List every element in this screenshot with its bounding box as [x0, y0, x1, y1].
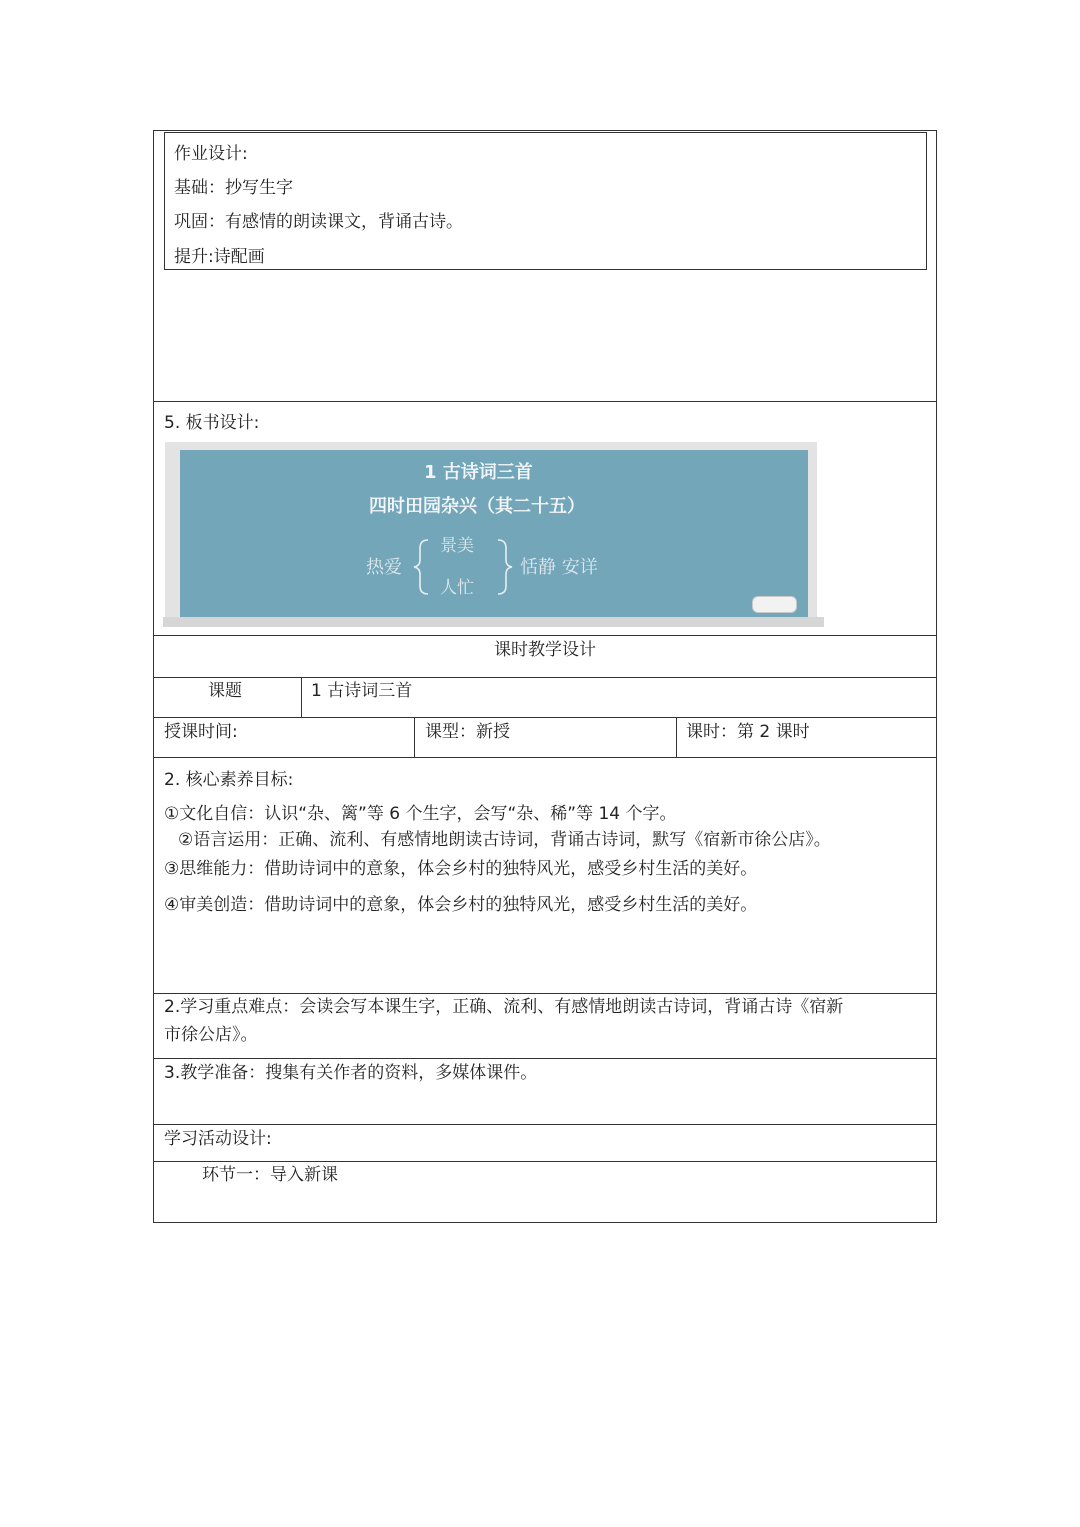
col-divider [676, 717, 677, 757]
board-upper-word: 景美 [440, 536, 474, 556]
row-divider [153, 1161, 937, 1162]
row-divider [153, 635, 937, 636]
goal-item: ③思维能力：借助诗词中的意象，体会乡村的独特风光，感受乡村生活的美好。 [164, 859, 758, 879]
board-left-word: 热爱 [366, 557, 402, 578]
preparation-text: 3.教学准备：搜集有关作者的资料，多媒体课件。 [164, 1063, 538, 1083]
brace-icon [410, 536, 520, 598]
goal-item: ②语言运用：正确、流利、有感情地朗读古诗词，背诵古诗词，默写《宿新市徐公店》。 [178, 830, 831, 850]
activities-heading: 学习活动设计: [164, 1129, 272, 1149]
row-divider [153, 401, 937, 402]
board-design-heading: 5. 板书设计: [164, 413, 260, 433]
section-title: 课时教学设计 [494, 640, 596, 660]
time-label: 授课时间: [164, 722, 238, 742]
goals-heading: 2. 核心素养目标: [164, 770, 294, 790]
board-title-line: 1 古诗词三首 [424, 462, 533, 483]
topic-label: 课题 [208, 681, 242, 701]
row-divider [153, 677, 937, 678]
topic-value: 1 古诗词三首 [311, 681, 413, 701]
blackboard-ledge [163, 617, 824, 627]
key-points-line: 2.学习重点难点：会读会写本课生字，正确、流利、有感情地朗读古诗词，背诵古诗《宿新 [164, 997, 844, 1017]
board-right-words: 恬静 安详 [520, 557, 598, 578]
row-divider [153, 757, 937, 758]
homework-heading: 作业设计: [174, 144, 248, 164]
board-lower-word: 人忙 [440, 578, 474, 598]
homework-box [164, 132, 927, 270]
period-label: 课时：第 2 课时 [686, 722, 810, 742]
activity-step: 环节一：导入新课 [202, 1165, 338, 1185]
homework-consolidate: 巩固：有感情的朗读课文，背诵古诗。 [174, 212, 463, 232]
board-poem-title: 四时田园杂兴（其二十五） [369, 496, 585, 517]
goal-item: ④审美创造：借助诗词中的意象，体会乡村的独特风光，感受乡村生活的美好。 [164, 895, 758, 915]
key-points-line: 市徐公店》。 [164, 1025, 258, 1045]
row-divider [153, 1124, 937, 1125]
type-label: 课型：新授 [425, 722, 510, 742]
col-divider [414, 717, 415, 757]
col-divider [301, 677, 302, 717]
homework-improve: 提升:诗配画 [174, 247, 265, 267]
homework-basic: 基础：抄写生字 [174, 178, 293, 198]
row-divider [153, 717, 937, 718]
goal-item: ①文化自信：认识“杂、篱”等 6 个生字，会写“杂、稀”等 14 个字。 [164, 804, 677, 824]
row-divider [153, 1058, 937, 1059]
row-divider [153, 993, 937, 994]
eraser-icon [752, 596, 797, 613]
